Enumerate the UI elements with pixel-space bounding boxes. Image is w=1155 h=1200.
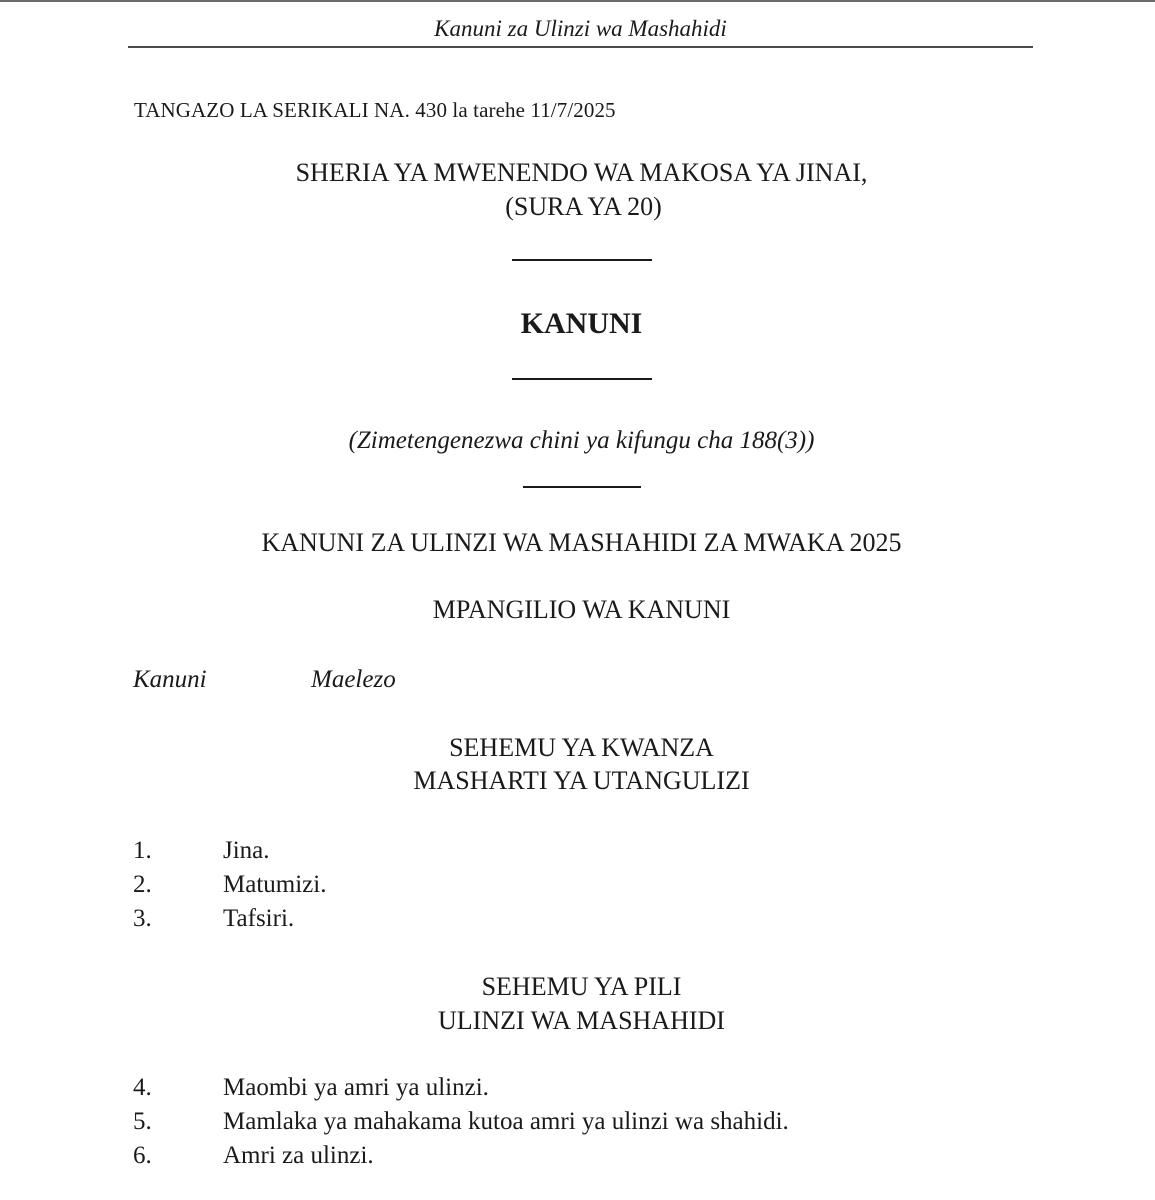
toc-item-text: Tafsiri. (223, 905, 295, 932)
toc-item-text: Matumizi. (223, 871, 327, 898)
column-header-description: Maelezo (311, 666, 396, 693)
toc-item-number: 6. (133, 1142, 152, 1169)
divider-rule (523, 486, 641, 488)
regulations-title: KANUNI ZA ULINZI WA MASHAHIDI ZA MWAKA 2025 (261, 528, 902, 557)
toc-item-number: 3. (133, 905, 152, 932)
toc-item-text: Maombi ya amri ya ulinzi. (223, 1074, 489, 1101)
toc-item-text: Amri za ulinzi. (223, 1142, 374, 1169)
part-title: MASHARTI YA UTANGULIZI (413, 766, 750, 795)
government-notice: TANGAZO LA SERIKALI NA. 430 la tarehe 11/7/2025 (134, 98, 616, 122)
part-label: SEHEMU YA PILI (481, 972, 682, 1001)
toc-item-number: 5. (133, 1108, 152, 1135)
act-title: SHERIA YA MWENENDO WA MAKOSA YA JINAI, (295, 158, 868, 187)
main-heading: KANUNI (520, 307, 643, 340)
toc-item (133, 835, 1033, 869)
toc-item-number: 2. (133, 871, 152, 898)
toc-item (133, 1140, 1033, 1174)
toc-item (133, 903, 1033, 937)
toc-item-text: Jina. (223, 837, 270, 864)
divider-rule (512, 259, 652, 261)
enabling-authority: (Zimetengenezwa chini ya kifungu cha 188(3)) (348, 427, 815, 454)
running-header: Kanuni za Ulinzi wa Mashahidi (434, 16, 727, 41)
column-header-regulation: Kanuni (133, 666, 207, 693)
page-top-edge (0, 0, 1155, 2)
toc-item (133, 869, 1033, 903)
divider-rule (512, 378, 652, 380)
chapter-reference: (SURA YA 20) (505, 192, 662, 221)
part-label: SEHEMU YA KWANZA (449, 733, 714, 762)
part-title: ULINZI WA MASHAHIDI (438, 1006, 725, 1035)
toc-list-part-1 (133, 835, 1033, 937)
toc-item (133, 1106, 1033, 1140)
toc-item-number: 1. (133, 837, 152, 864)
header-rule (128, 46, 1033, 48)
toc-list-part-2 (133, 1072, 1033, 1174)
arrangement-title: MPANGILIO WA KANUNI (432, 595, 731, 624)
toc-item (133, 1072, 1033, 1106)
toc-item-text: Mamlaka ya mahakama kutoa amri ya ulinzi wa shahidi. (223, 1108, 789, 1135)
toc-item-number: 4. (133, 1074, 152, 1101)
